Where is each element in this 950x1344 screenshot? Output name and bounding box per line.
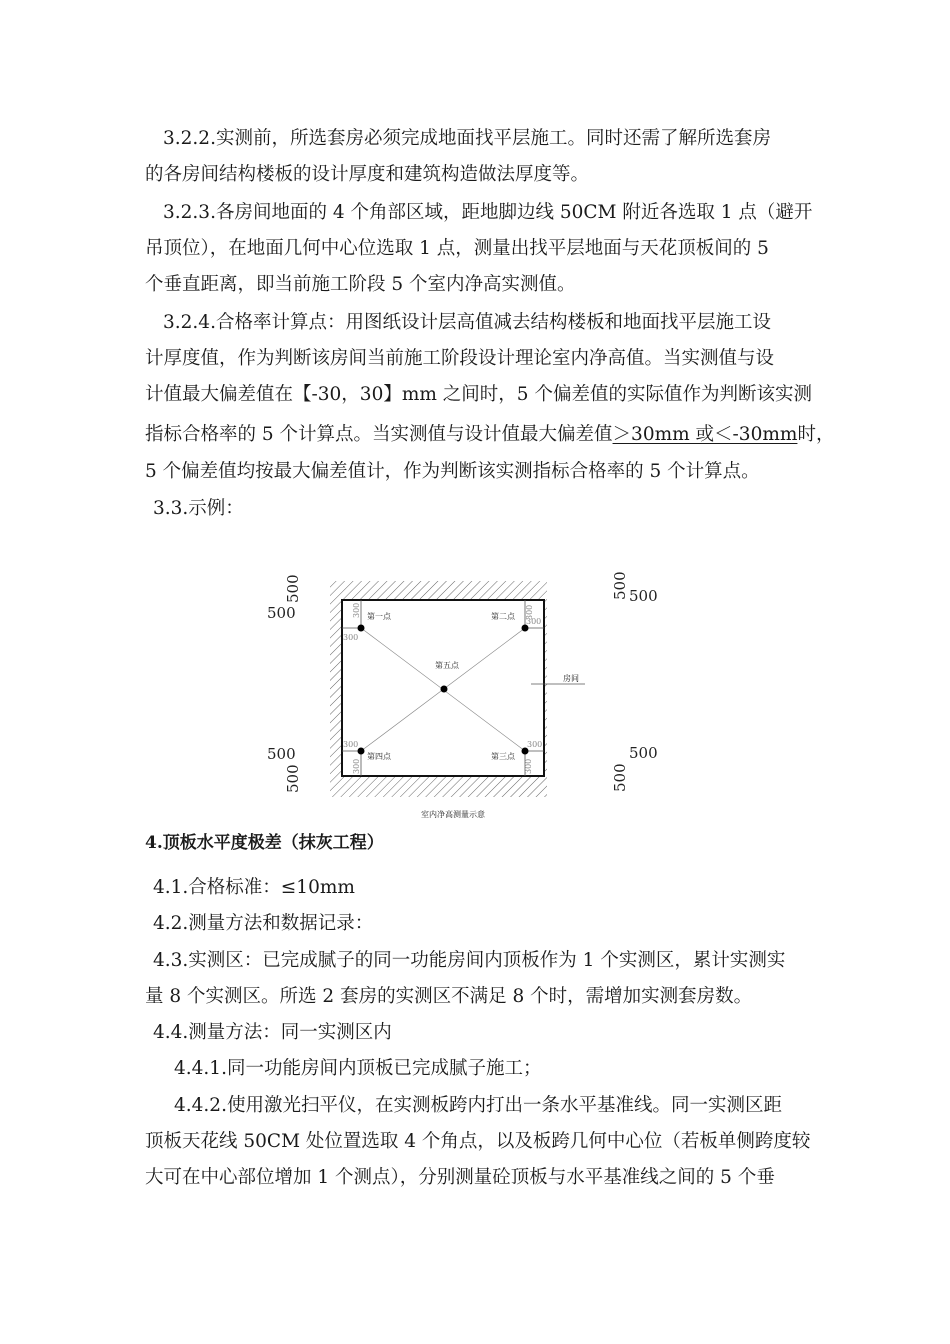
- line-4-4-2-1: 4.4.2.使用激光扫平仪，在实测板跨内打出一条水平基准线。同一实测区距: [174, 1095, 782, 1116]
- section-4-heading: 4.顶板水平度极差（抹灰工程）: [145, 833, 384, 853]
- line-4-4-2-3: 大可在中心部位增加 1 个测点），分别测量砼顶板与水平基准线之间的 5 个垂: [145, 1167, 775, 1188]
- dim-500-right-bottom-vertical: 500: [611, 763, 629, 792]
- dim-300-1: 300: [343, 633, 359, 642]
- point-4-dot: [358, 748, 365, 755]
- dim-300-7: 300: [352, 758, 361, 774]
- line-4-2: 4.2.测量方法和数据记录：: [153, 913, 374, 934]
- line-4-4: 4.4.测量方法：同一实测区内: [153, 1022, 392, 1043]
- dim-500-left-top: 500: [267, 604, 296, 622]
- dim-300-2: 300: [526, 617, 542, 626]
- dim-500-left-bottom: 500: [267, 745, 296, 763]
- dim-300-5: 300: [352, 602, 361, 618]
- point-1-dot: [358, 625, 365, 632]
- line-4-3-1: 4.3.实测区：已完成腻子的同一功能房间内顶板作为 1 个实测区，累计实测实: [153, 950, 786, 971]
- paragraph-3-2-4-line-5: 5 个偏差值均按最大偏差值计，作为判断该实测指标合格率的 5 个计算点。: [145, 461, 760, 482]
- paragraph-3-2-4-line-2: 计厚度值，作为判断该房间当前施工阶段设计理论室内净高值。当实测值与设: [145, 348, 775, 369]
- point-5-dot: [441, 686, 448, 693]
- line-4-1: 4.1.合格标准：≤10mm: [153, 877, 355, 898]
- dim-500-right-bottom: 500: [629, 744, 658, 762]
- paragraph-3-2-2-line-1: 3.2.2.实测前，所选套房必须完成地面找平层施工。同时还需了解所选套房: [163, 128, 771, 149]
- label-point-4: 第四点: [367, 752, 391, 761]
- line-4-4-1: 4.4.1.同一功能房间内顶板已完成腻子施工；: [174, 1058, 542, 1079]
- line-4-4-2-2: 顶板天花线 50CM 处位置选取 4 个角点，以及板跨几何中心位（若板单侧跨度较: [145, 1131, 811, 1152]
- paragraph-3-3: 3.3.示例：: [153, 498, 244, 519]
- line-4-text-b: 时，: [797, 424, 835, 445]
- dim-500-right-top: 500: [629, 587, 658, 605]
- room-label: 房间: [563, 674, 579, 683]
- label-point-2: 第二点: [491, 612, 515, 621]
- deviation-threshold: ＞30mm 或＜-30mm: [612, 424, 798, 445]
- dim-300-3: 300: [343, 740, 359, 749]
- dim-500-left-bottom-vertical: 500: [284, 764, 302, 793]
- paragraph-3-2-3-line-3: 个垂直距离，即当前施工阶段 5 个室内净高实测值。: [145, 274, 576, 295]
- room-height-diagram: [255, 560, 675, 825]
- line-4-3-2: 量 8 个实测区。所选 2 套房的实测区不满足 8 个时，需增加实测套房数。: [145, 986, 753, 1007]
- dim-300-4: 300: [527, 740, 543, 749]
- paragraph-3-2-4-line-3: 计值最大偏差值在【-30，30】mm 之间时，5 个偏差值的实际值作为判断该实测: [145, 384, 812, 405]
- dim-300-6: 300: [525, 604, 534, 620]
- paragraph-3-2-4-line-4: [145, 423, 834, 447]
- paragraph-3-2-2-line-2: 的各房间结构楼板的设计厚度和建筑构造做法厚度等。: [145, 164, 590, 185]
- paragraph-3-2-4-line-1: 3.2.4.合格率计算点：用图纸设计层高值减去结构楼板和地面找平层施工设: [163, 312, 771, 333]
- paragraph-3-2-3-line-1: 3.2.3.各房间地面的 4 个角部区域，距地脚边线 50CM 附近各选取 1 点（避开: [163, 202, 813, 223]
- label-point-5: 第五点: [435, 661, 459, 670]
- dim-500-left-top-vertical: 500: [284, 574, 302, 603]
- dim-300-8: 300: [524, 758, 533, 774]
- diagram-caption: 室内净高测量示意: [421, 810, 485, 819]
- line-4-text-a: 指标合格率的 5 个计算点。当实测值与设计值最大偏差值: [145, 424, 613, 445]
- label-point-1: 第一点: [367, 612, 391, 621]
- paragraph-3-2-3-line-2: 吊顶位），在地面几何中心位选取 1 点，测量出找平层地面与天花顶板间的 5: [145, 238, 769, 259]
- label-point-3: 第三点: [491, 752, 515, 761]
- dim-500-right-top-vertical: 500: [611, 571, 629, 600]
